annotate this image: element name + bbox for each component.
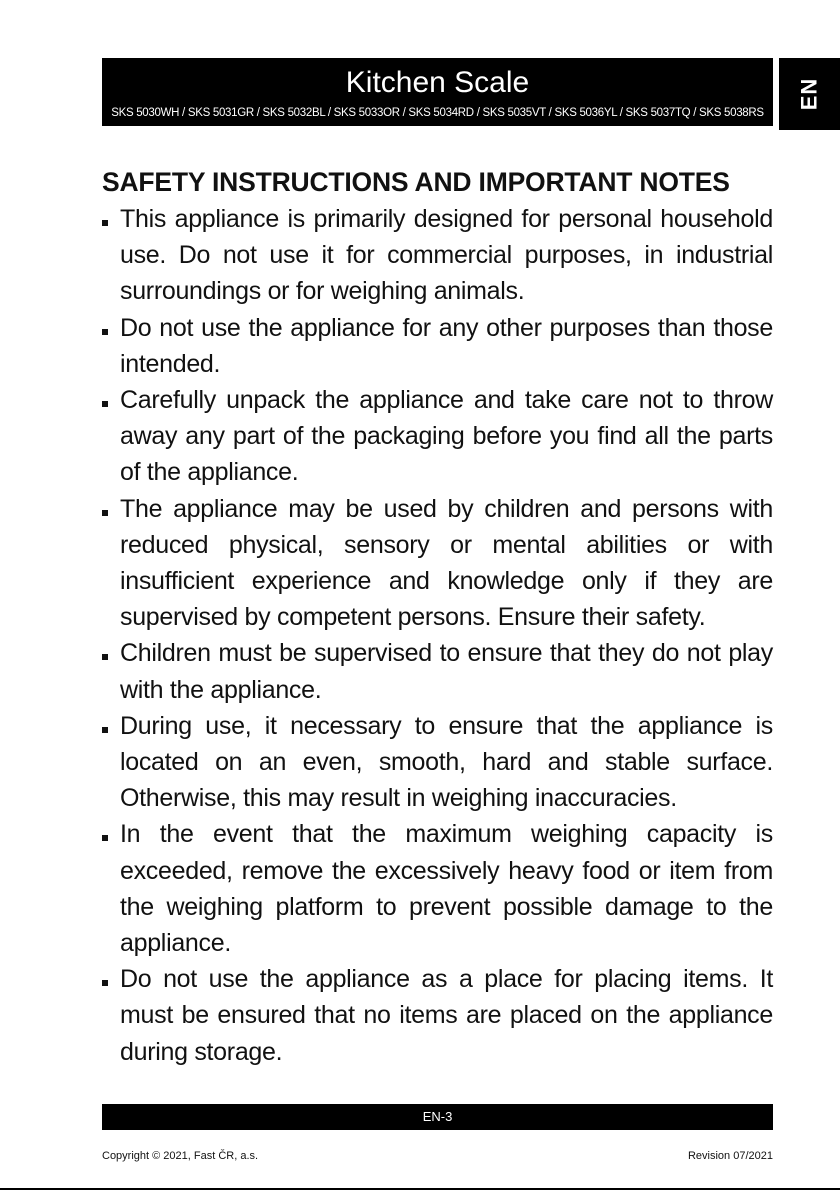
bullet-square-icon	[102, 727, 108, 733]
list-item-text: Do not use the appliance for any other purposes than those intended.	[120, 313, 773, 378]
bullet-square-icon	[102, 401, 108, 407]
bullet-square-icon	[102, 510, 108, 516]
copyright-notice: Copyright © 2021, Fast ČR, a.s.	[102, 1150, 259, 1162]
list-item	[102, 961, 773, 1070]
list-item-text: This appliance is primarily designed for personal household use. Do not use it for commercial purposes, in industrial surroundings or for weighing animals.	[120, 205, 773, 306]
list-item-text: During use, it necessary to ensure that the appliance is located on an even, smooth, hard and stable surface. Otherwise, this may result in weighing inaccuracies.	[120, 711, 773, 813]
list-item	[102, 201, 773, 310]
bullet-square-icon	[102, 980, 108, 986]
list-item-text: Children must be supervised to ensure that they do not play with the appliance.	[120, 639, 773, 704]
bullet-square-icon	[102, 654, 108, 660]
list-item	[102, 708, 773, 817]
list-item-text: Do not use the appliance as a place for placing items. It must be ensured that no items are placed on the appliance during storage.	[120, 965, 773, 1066]
page-number: EN-3	[422, 1109, 453, 1124]
language-tab	[779, 58, 840, 130]
list-item	[102, 491, 773, 636]
bullet-square-icon	[102, 329, 108, 335]
document-header	[102, 58, 773, 126]
list-item	[102, 310, 773, 382]
list-item-text: The appliance may be used by children and persons with reduced physical, sensory or mental abilities or with insufficient experience and knowledge only if they are supervised by competent persons. Ensure their safety.	[120, 494, 773, 632]
page-number-bar	[102, 1104, 773, 1130]
list-item-text: In the event that the maximum weighing capacity is exceeded, remove the excessively heavy food or item from the weighing platform to prevent possible damage to the appliance.	[120, 820, 773, 958]
model-numbers: SKS 5030WH / SKS 5031GR / SKS 5032BL / SKS 5033OR / SKS 5034RD / SKS 5035VT / SKS 5036YL / SKS 5037TQ / SKS 5038RS	[111, 107, 764, 119]
bottom-divider	[0, 1188, 840, 1190]
bullet-square-icon	[102, 835, 108, 841]
safety-instructions-list	[102, 201, 773, 1070]
bullet-square-icon	[102, 220, 108, 226]
revision-label: Revision 07/2021	[687, 1150, 773, 1162]
list-item	[102, 635, 773, 707]
list-item	[102, 382, 773, 491]
language-label: EN	[796, 77, 822, 111]
document-title: Kitchen Scale	[345, 66, 530, 99]
section-title: SAFETY INSTRUCTIONS AND IMPORTANT NOTES	[102, 167, 730, 197]
list-item-text: Carefully unpack the appliance and take care not to throw away any part of the packaging before you find all the parts of the appliance.	[120, 386, 773, 487]
list-item	[102, 816, 773, 961]
